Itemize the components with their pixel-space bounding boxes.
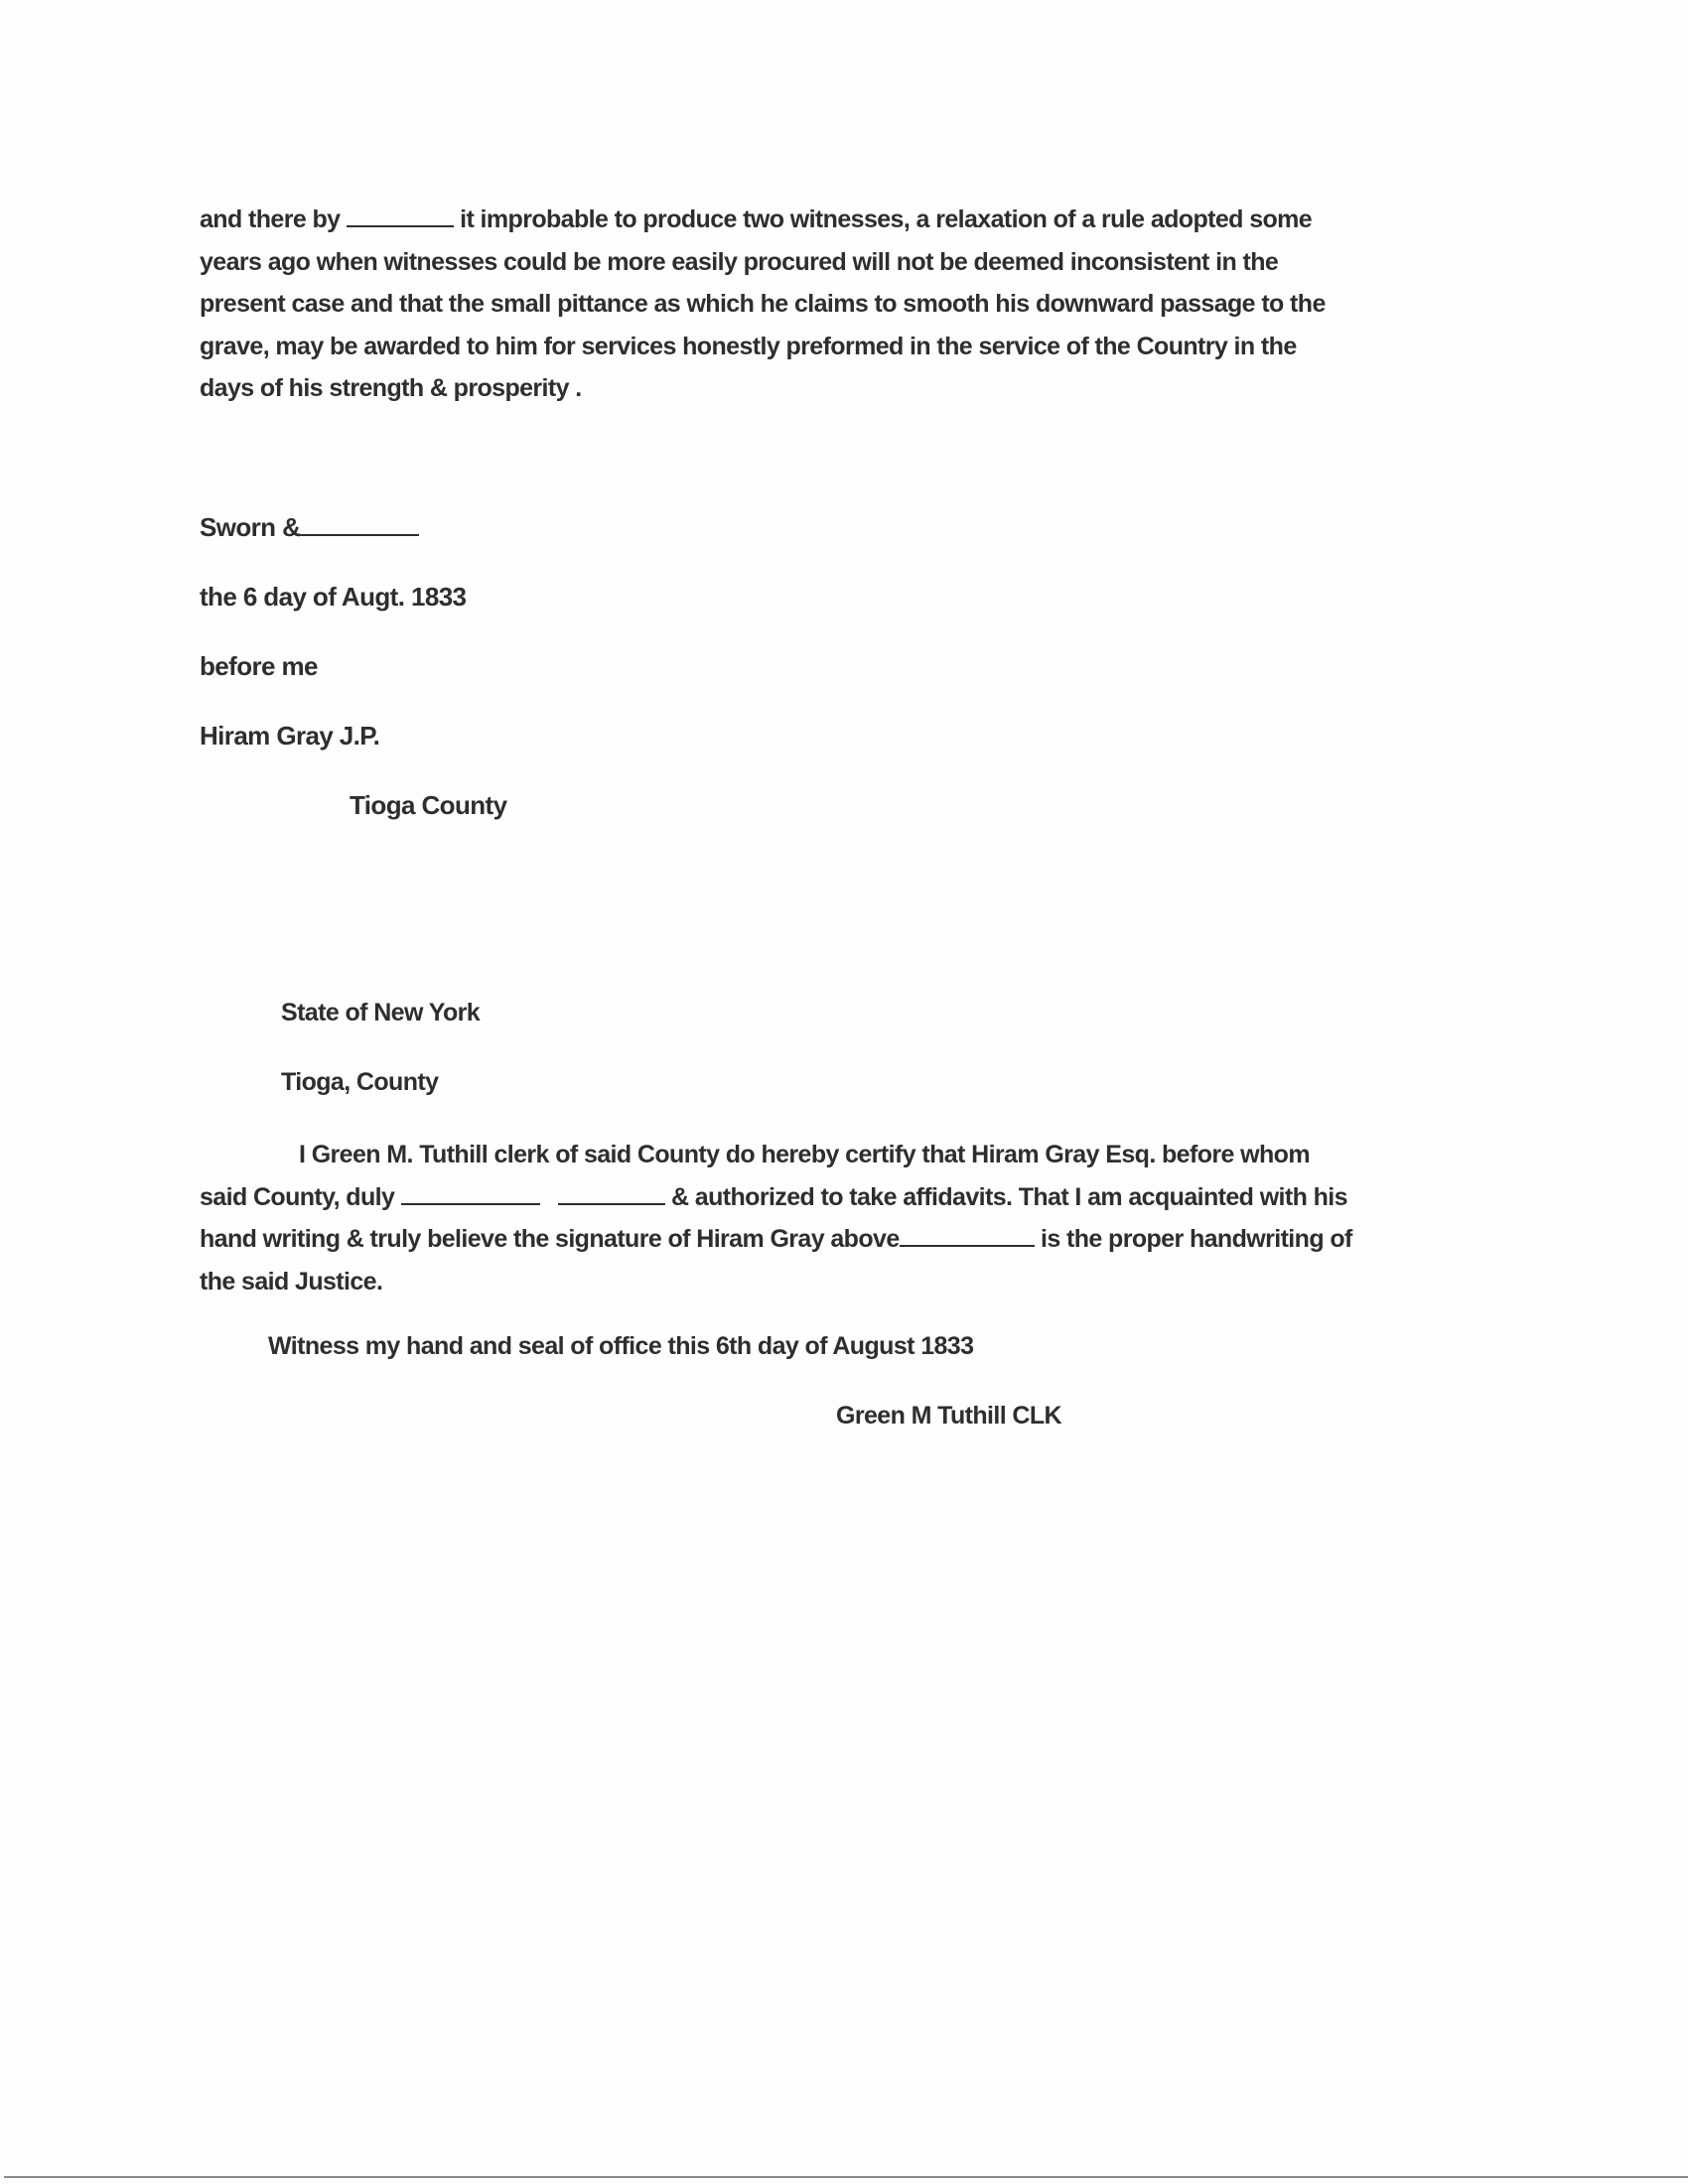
scan-edge-rule: [4, 2176, 1688, 2178]
paragraph-line: grave, may be awarded to him for services honestly preformed in the service of the Country in the: [200, 332, 1297, 360]
jurat-county: Tioga County: [350, 790, 507, 820]
clerk-signature: Green M Tuthill CLK: [836, 1402, 1062, 1430]
text-segment: is the proper handwriting of: [1034, 1225, 1352, 1253]
text-segment: said County, duly: [200, 1182, 401, 1211]
text-segment: it improbable to produce two witnesses, a relaxation of a rule adopted some: [453, 205, 1313, 233]
paragraph-line: present case and that the small pittance as which he claims to smooth his downward passage to the: [200, 290, 1326, 318]
illegible-blank: [401, 1185, 540, 1205]
paragraph-line: [200, 1176, 1352, 1219]
jurat-sworn: [200, 512, 419, 543]
petition-paragraph: [200, 199, 1326, 410]
text-segment: hand writing & truly believe the signature of Hiram Gray above: [200, 1225, 900, 1253]
illegible-blank: [900, 1227, 1035, 1247]
illegible-blank: [558, 1185, 665, 1205]
certificate-witness: Witness my hand and seal of office this 6th day of August 1833: [268, 1332, 974, 1360]
illegible-blank: [300, 516, 419, 536]
text-segment: & authorized to take affidavits. That I am acquainted with his: [664, 1182, 1347, 1211]
paragraph-line: [200, 199, 1326, 241]
jurat-signer: Hiram Gray J.P.: [200, 721, 380, 751]
illegible-blank: [347, 207, 454, 227]
paragraph-line: days of his strength & prosperity .: [200, 374, 582, 402]
jurat-before-me: before me: [200, 651, 318, 681]
certificate-county: Tioga, County: [281, 1068, 439, 1096]
paragraph-line: the said Justice.: [200, 1267, 383, 1296]
paragraph-line: years ago when witnesses could be more easily procured will not be deemed inconsistent in the: [200, 247, 1279, 276]
text-segment: and there by: [200, 205, 347, 233]
jurat-date: the 6 day of Augt. 1833: [200, 582, 467, 612]
certificate-state: State of New York: [281, 999, 481, 1026]
paragraph-line: I Green M. Tuthill clerk of said County do hereby certify that Hiram Gray Esq. before whom: [299, 1141, 1310, 1168]
certificate-paragraph: [200, 1134, 1352, 1302]
paragraph-line: [200, 1218, 1352, 1261]
sworn-label: Sworn &: [200, 512, 301, 542]
